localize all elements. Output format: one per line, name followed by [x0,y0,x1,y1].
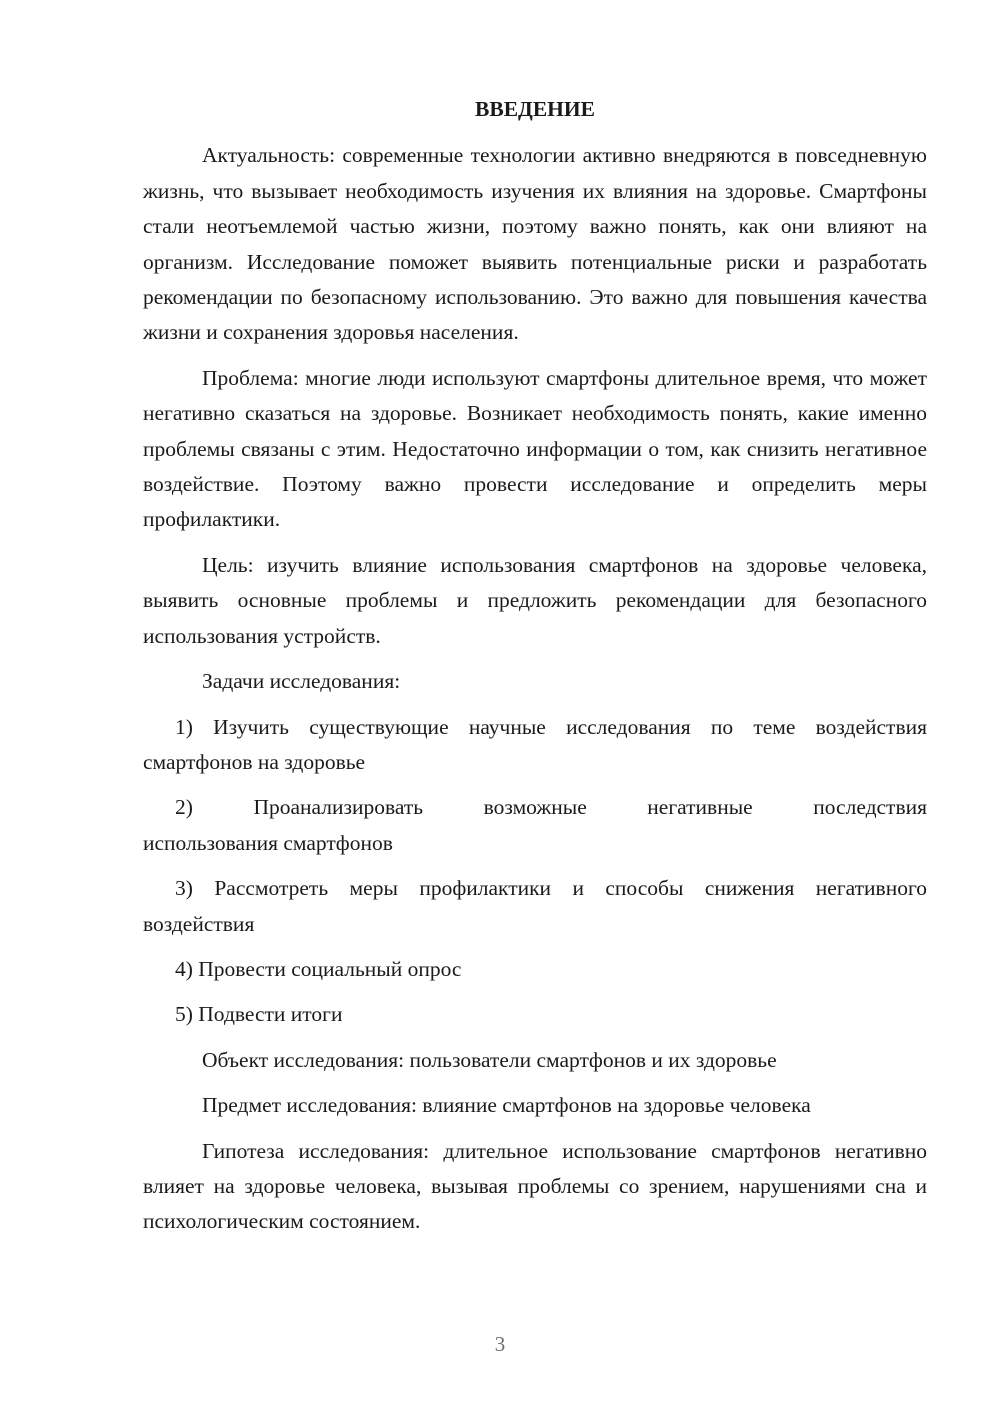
task-2-line-2: использования смартфонов [143,830,393,855]
list-item [143,790,927,861]
paragraph-hypothesis: Гипотеза исследования: длительное использование смартфонов негативно влияет на здоровье человека, вызывая проблемы со зрением, нарушениями сна и психологическим состоянием. [143,1138,927,1234]
tasks-heading: Задачи исследования: [202,669,401,694]
task-4: 4) Провести социальный опрос [175,956,462,981]
task-1-line-2: смартфонов на здоровье [143,749,366,774]
paragraph-problem: Проблема: многие люди используют смартфоны длительное время, что может негативно сказаться на здоровье. Возникает необходимость понять, какие именно проблемы связаны с этим. Недостаточно информации о том, как снизить негативное воздействие. Поэтому важно провести исследование и определить меры профилактики. [143,365,927,532]
paragraph-object: Объект исследования: пользователи смартфонов и их здоровье [202,1047,777,1072]
paragraph-subject: Предмет исследования: влияние смартфонов на здоровье человека [202,1093,811,1118]
paragraph-relevance: Актуальность: современные технологии активно внедряются в повседневную жизнь, что вызывает необходимость изучения их влияния на здоровье. Смартфоны стали неотъемлемой частью жизни, поэтому важно понять, как они влияют на организм. Исследование поможет выявить потенциальные риски и разработать рекомендации по безопасному использованию. Это важно для повышения качества жизни и сохранения здоровья населения. [143,143,927,345]
task-2-line-1: 2) Проанализировать возможные негативные последствия [175,795,927,820]
task-3-line-2: воздействия [143,911,255,936]
list-item [143,710,927,781]
task-1-line-1: 1) Изучить существующие научные исследования по теме воздействия [175,714,927,739]
task-5: 5) Подвести итоги [175,1002,343,1027]
paragraph-goal: Цель: изучить влияние использования смартфонов на здоровье человека, выявить основные проблемы и предложить рекомендации для безопасного использования устройств. [143,552,927,648]
list-item [143,871,927,942]
section-title: ВВЕДЕНИЕ [475,97,595,121]
document-page [143,92,927,1250]
page-number: 3 [494,1332,506,1356]
task-3-line-1: 3) Рассмотреть меры профилактики и способы снижения негативного [175,876,927,901]
